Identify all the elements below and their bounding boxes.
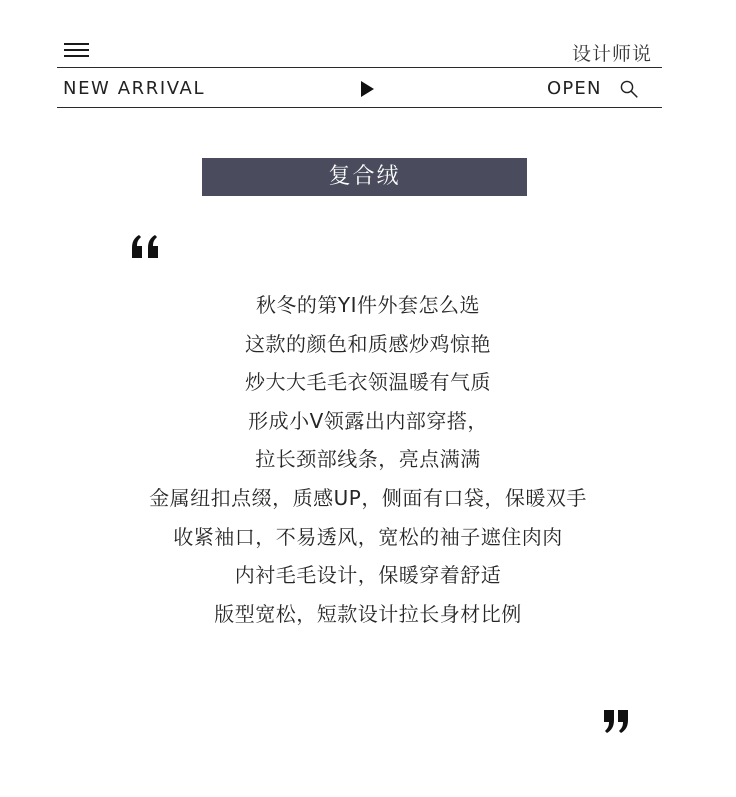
menu-icon-bar [64,55,89,57]
search-icon[interactable] [620,80,638,98]
left-double-quote-icon [130,232,162,260]
description-line: 收紧袖口，不易透风，宽松的袖子遮住肉肉 [173,524,563,549]
description-text [100,286,636,633]
menu-icon-bar [64,43,89,45]
section-title-banner: 复合绒 [202,158,527,196]
description-line: 形成小V领露出内部穿搭， [248,408,488,433]
description-line: 拉长颈部线条，亮点满满 [255,447,481,472]
description-line: 炒大大毛毛衣领温暖有气质 [245,370,491,395]
brand-title: 设计师说 [571,43,652,65]
open-label[interactable]: OPEN [547,78,602,99]
description-line: 内衬毛毛设计，保暖穿着舒适 [234,563,502,588]
description-line: 金属纽扣点缀，质感UP，侧面有口袋，保暖双手 [149,485,587,510]
header-top [57,36,662,68]
right-double-quote-icon [600,708,632,736]
description-line: 版型宽松，短款设计拉长身材比例 [214,601,522,626]
description-line: 秋冬的第YI件外套怎么选 [255,293,481,317]
description-line: 这款的颜色和质感炒鸡惊艳 [245,331,491,356]
play-icon[interactable] [361,81,374,97]
menu-icon-bar [64,49,89,51]
menu-icon[interactable] [64,43,89,57]
new-arrival-label[interactable]: NEW ARRIVAL [63,78,206,99]
header-nav-bar [57,68,662,108]
